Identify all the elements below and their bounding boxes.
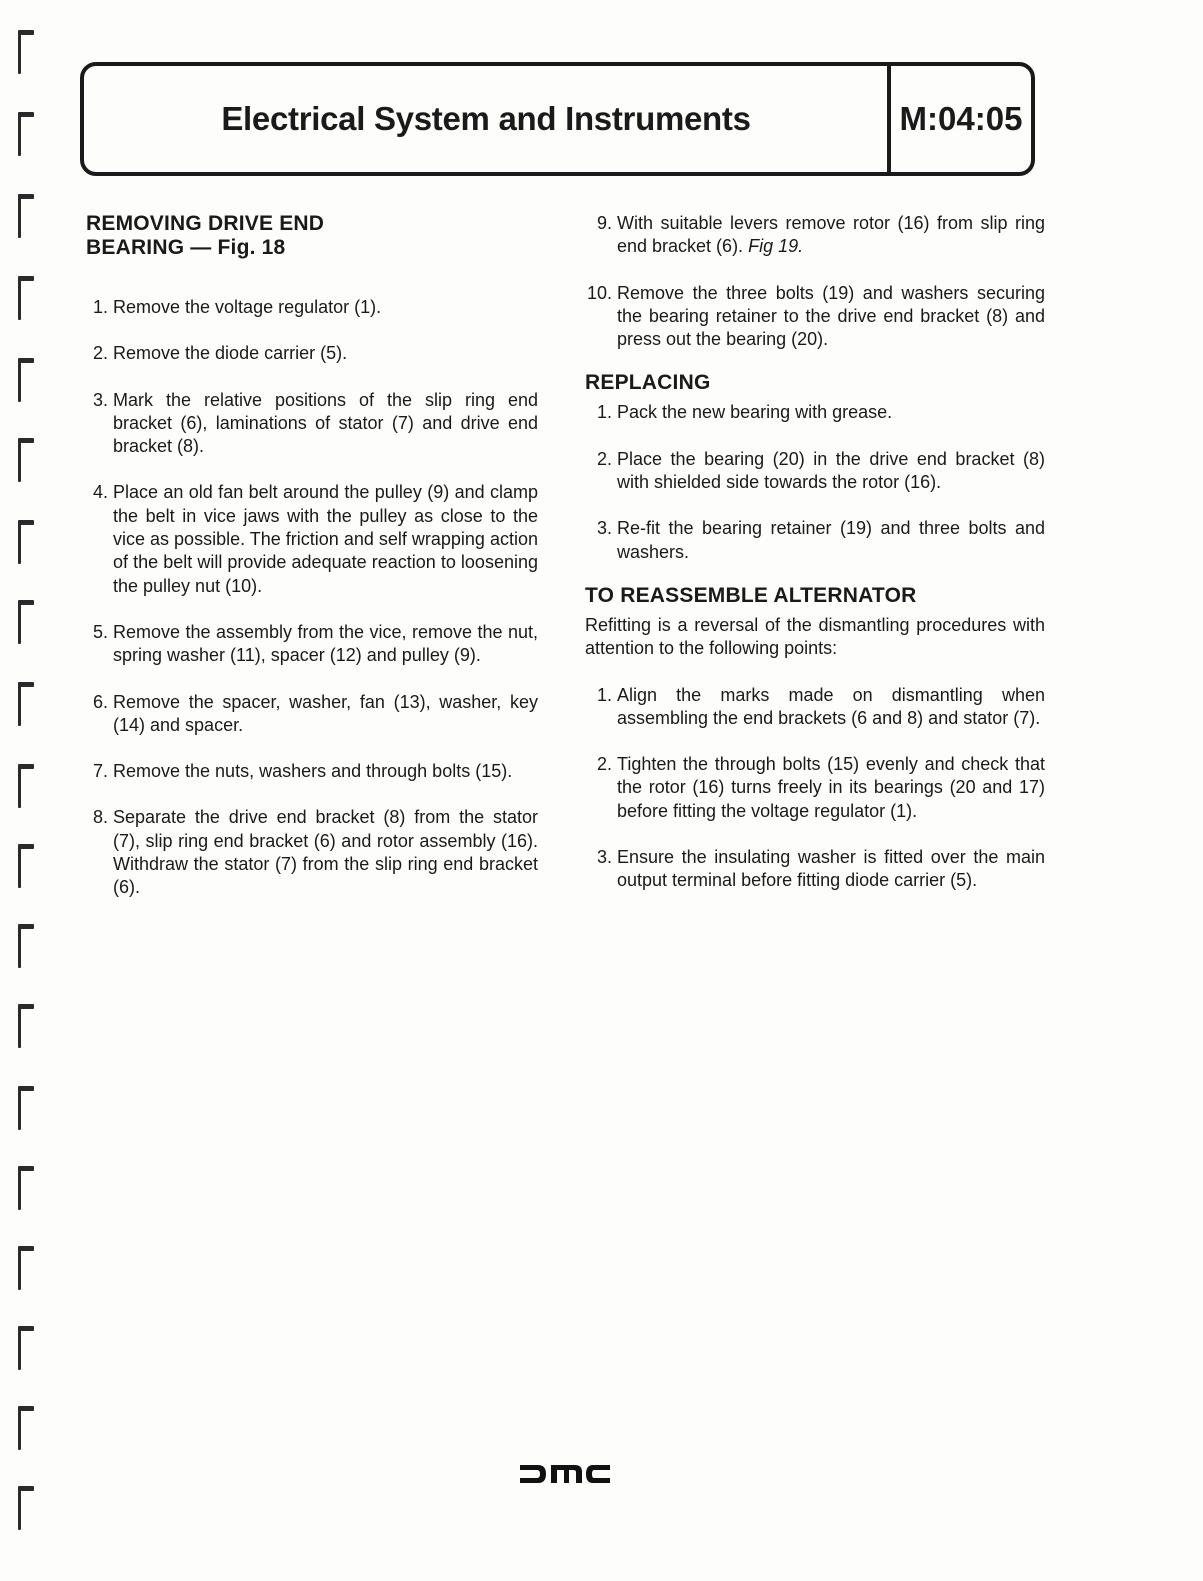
step-text: Place an old fan belt around the pulley (9) and clamp the belt in vice jaws with the pulley as close to the vice as possible. The friction and self wrapping action of the belt will provide adequate reaction to loosening the pulley nut (10). (113, 482, 538, 596)
page-header (80, 62, 1035, 176)
page-title: Electrical System and Instruments (221, 100, 751, 137)
step-number: 3. (92, 389, 108, 410)
procedure-step (86, 806, 538, 899)
binder-ring (14, 1246, 36, 1292)
binder-ring (14, 112, 36, 158)
step-number: 9. (596, 213, 612, 233)
step-text (617, 212, 1045, 259)
binder-ring (14, 194, 36, 240)
binder-ring (14, 682, 36, 728)
binder-ring (14, 1166, 36, 1212)
binder-ring (14, 1486, 36, 1532)
binder-ring (14, 764, 36, 810)
procedure-step (585, 282, 1045, 352)
procedure-step (86, 621, 538, 668)
step-text: Remove the three bolts (19) and washers securing the bearing retainer to the drive end bracket (8) and press out the bearing (20). (617, 282, 1045, 350)
step-number: 4. (92, 482, 108, 503)
figure-reference: Fig 19. (748, 236, 804, 257)
procedure-step (585, 401, 1045, 424)
binder-ring (14, 520, 36, 566)
step-number: 1. (596, 402, 612, 423)
procedure-step (86, 481, 538, 597)
binder-ring (14, 600, 36, 646)
binder-ring (14, 1326, 36, 1372)
procedure-step (585, 846, 1045, 893)
binder-ring (14, 844, 36, 890)
step-text: Tighten the through bolts (15) evenly and check that the rotor (16) turns freely in its bearings (20 and 17) before fitting the voltage regulator (1). (617, 754, 1045, 821)
section-code: M:04:05 (899, 100, 1023, 137)
step-text: Separate the drive end bracket (8) from the stator (7), slip ring end bracket (6) and rotor assembly (16). Withdraw the stator (7) from the slip ring end bracket (6). (113, 807, 538, 898)
procedure-step (86, 691, 538, 738)
procedure-step (86, 342, 538, 365)
section-heading-replacing: REPLACING (585, 371, 711, 395)
procedure-step (585, 517, 1045, 564)
step-number: 2. (596, 448, 612, 469)
binder-ring (14, 924, 36, 970)
step-number: 3. (596, 847, 612, 868)
step-number: 3. (596, 518, 612, 539)
step-text: Ensure the insulating washer is fitted over the main output terminal before fitting diode carrier (5). (617, 847, 1045, 891)
step-number: 5. (92, 621, 108, 642)
dmc-logo (518, 1463, 612, 1485)
procedure-step (86, 760, 538, 783)
section-heading-reassemble-alternator: TO REASSEMBLE ALTERNATOR (585, 583, 917, 607)
section-heading-removing-drive-end-bearing: REMOVING DRIVE END BEARING — Fig. 18 (86, 212, 325, 259)
step-number: 1. (92, 297, 108, 317)
procedure-step (585, 753, 1045, 823)
procedure-step (585, 212, 1045, 259)
step-number: 7. (92, 761, 108, 782)
step-text: Align the marks made on dismantling when assembling the end brackets (6 and 8) and stator (7). (617, 684, 1045, 728)
step-number: 6. (92, 691, 108, 712)
binder-holes (14, 0, 44, 1581)
right-column (585, 212, 1045, 893)
binder-ring (14, 358, 36, 404)
reassemble-intro: Refitting is a reversal of the dismantling procedures with attention to the following points: (585, 614, 1045, 659)
procedure-step (585, 684, 1045, 731)
step-text: Remove the nuts, washers and through bolts (15). (113, 761, 513, 782)
step-number: 8. (92, 807, 108, 828)
step-text: Remove the voltage regulator (1). (113, 297, 382, 317)
binder-ring (14, 1004, 36, 1050)
binder-ring (14, 276, 36, 322)
procedure-step (585, 448, 1045, 495)
procedure-step (86, 389, 538, 459)
binder-ring (14, 1086, 36, 1132)
step-number: 10. (586, 282, 612, 303)
step-text: Place the bearing (20) in the drive end bracket (8) with shielded side towards the rotor (16). (617, 448, 1045, 493)
binder-ring (14, 1406, 36, 1452)
step-text: Remove the spacer, washer, fan (13), washer, key (14) and spacer. (113, 691, 538, 735)
step-text-body: With suitable levers remove rotor (16) from slip ring end bracket (6). (617, 213, 1045, 257)
step-text: Remove the diode carrier (5). (113, 343, 348, 364)
binder-ring (14, 438, 36, 484)
procedure-step (86, 296, 538, 319)
step-number: 1. (596, 684, 612, 705)
step-number: 2. (92, 343, 108, 364)
step-text: Remove the assembly from the vice, remove the nut, spring washer (11), spacer (12) and pulley (9). (113, 621, 538, 666)
left-column (86, 212, 538, 900)
binder-ring (14, 30, 36, 76)
step-text: Mark the relative positions of the slip ring end bracket (6), laminations of stator (7) and drive end bracket (8). (113, 389, 538, 457)
step-number: 2. (596, 754, 612, 775)
step-text: Pack the new bearing with grease. (617, 402, 893, 423)
step-text: Re-fit the bearing retainer (19) and three bolts and washers. (617, 518, 1045, 562)
